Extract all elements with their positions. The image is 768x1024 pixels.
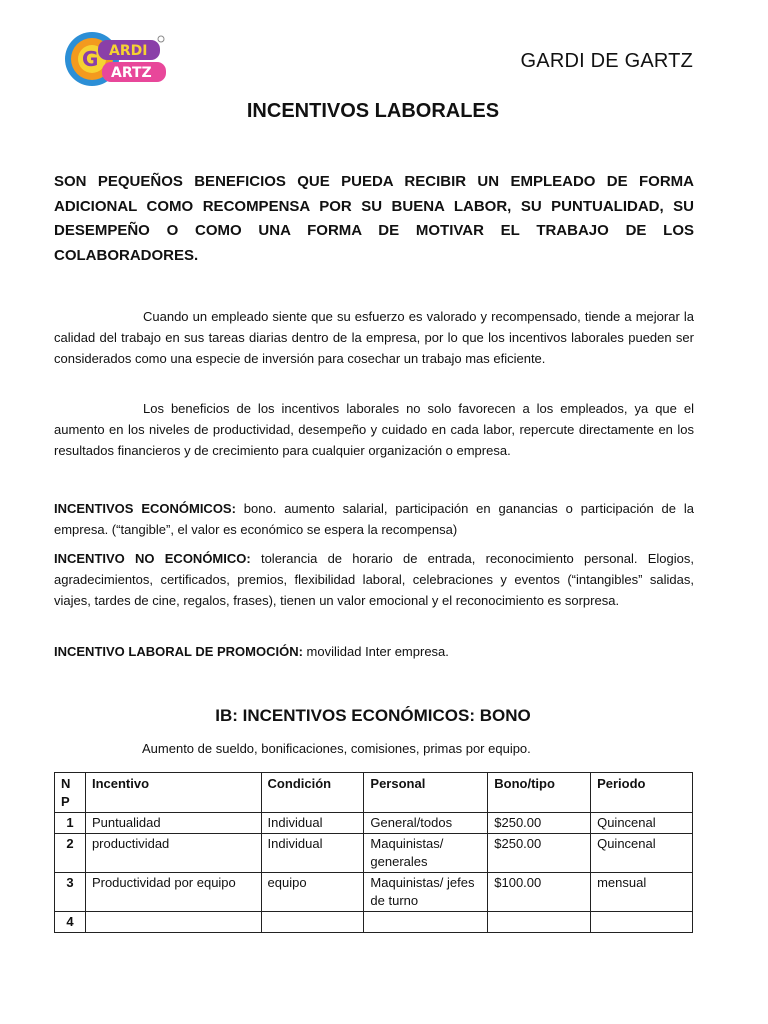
definition-text: tolerancia de horario de entrada, reconocimiento personal. Elogios, agradecimientos, certificados, premios, flexibilidad laboral, celebraciones y eventos (“intangibles” salidas, viajes, tardes de cine, regalos, frases), tienen un valor emocional y el reconocimiento es sorpresa. (54, 551, 694, 608)
cell-personal: Maquinistas/ generales (364, 834, 488, 873)
company-logo (62, 26, 170, 90)
cell-incentivo: Puntualidad (85, 813, 261, 834)
definition-non-economic (54, 548, 694, 611)
cell-condicion: Individual (261, 834, 364, 873)
section-subtext: Aumento de sueldo, bonificaciones, comisiones, primas por equipo. (142, 741, 531, 756)
header-condicion: Condición (261, 773, 364, 813)
header-np: N P (55, 773, 86, 813)
cell-bono (488, 912, 591, 933)
cell-personal: Maquinistas/ jefes de turno (364, 873, 488, 912)
cell-periodo: Quincenal (591, 813, 693, 834)
definition-text: bono. aumento salarial, participación en ganancias o participación de la empresa. (“tangible”, el valor es económico se espera la recompensa) (54, 501, 694, 537)
cell-personal (364, 912, 488, 933)
cell-condicion (261, 912, 364, 933)
header-personal: Personal (364, 773, 488, 813)
table-row (55, 813, 693, 834)
row-number: 4 (55, 912, 86, 933)
cell-incentivo: Productividad por equipo (85, 873, 261, 912)
body-paragraph-2 (54, 398, 694, 461)
row-number: 2 (55, 834, 86, 873)
definition-text: movilidad Inter empresa. (302, 644, 449, 659)
cell-personal: General/todos (364, 813, 488, 834)
cell-condicion: equipo (261, 873, 364, 912)
company-name: GARDI DE GARTZ (520, 50, 693, 72)
body-paragraph-1 (54, 306, 694, 369)
svg-text:ARTZ: ARTZ (111, 65, 152, 81)
cell-bono: $250.00 (488, 834, 591, 873)
body-paragraph-1-text: Cuando un empleado siente que su esfuerzo es valorado y recompensado, tiende a mejorar la calidad del trabajo en sus tareas diarias dentro de la empresa, por lo que los incentivos laborales pueden ser considerados como una especie de inversión para cosechar un trabajo mas eficiente. (54, 309, 694, 366)
definition-term: INCENTIVOS ECONÓMICOS: (54, 501, 236, 516)
row-number: 3 (55, 873, 86, 912)
table-row (55, 873, 693, 912)
section-title: IB: INCENTIVOS ECONÓMICOS: BONO (215, 706, 531, 725)
table-row (55, 912, 693, 933)
cell-periodo (591, 912, 693, 933)
cell-periodo: Quincenal (591, 834, 693, 873)
header-periodo: Periodo (591, 773, 693, 813)
definition-term: INCENTIVO LABORAL DE PROMOCIÓN: (54, 644, 303, 659)
header-incentivo: Incentivo (85, 773, 261, 813)
header-bono-tipo: Bono/tipo (488, 773, 591, 813)
svg-text:ARDI: ARDI (109, 43, 148, 59)
incentives-table (54, 772, 693, 933)
cell-periodo: mensual (591, 873, 693, 912)
intro-paragraph: SON PEQUEÑOS BENEFICIOS QUE PUEDA RECIBIR UN EMPLEADO DE FORMA ADICIONAL COMO RECOMPENSA POR SU BUENA LABOR, SU PUNTUALIDAD, SU DESEMPEÑO O COMO UNA FORMA DE MOTIVAR EL TRABAJO DE LOS COLABORADORES. (54, 173, 694, 264)
cell-incentivo: productividad (85, 834, 261, 873)
table-header-row (55, 773, 693, 813)
cell-incentivo (85, 912, 261, 933)
cell-condicion: Individual (261, 813, 364, 834)
cell-bono: $250.00 (488, 813, 591, 834)
table-row (55, 834, 693, 873)
logo-graphic (62, 26, 170, 90)
definition-promotion (54, 641, 694, 662)
definition-economic (54, 498, 694, 540)
cell-bono: $100.00 (488, 873, 591, 912)
svg-text:G: G (82, 47, 99, 71)
row-number: 1 (55, 813, 86, 834)
definition-term: INCENTIVO NO ECONÓMICO: (54, 551, 251, 566)
document-title: INCENTIVOS LABORALES (246, 100, 500, 122)
body-paragraph-2-text: Los beneficios de los incentivos laborales no solo favorecen a los empleados, ya que el aumento en los niveles de productividad, desempeño y cuidado en cada labor, repercute directamente en los resultados financieros y de crecimiento para cualquier organización o empresa. (54, 401, 694, 458)
